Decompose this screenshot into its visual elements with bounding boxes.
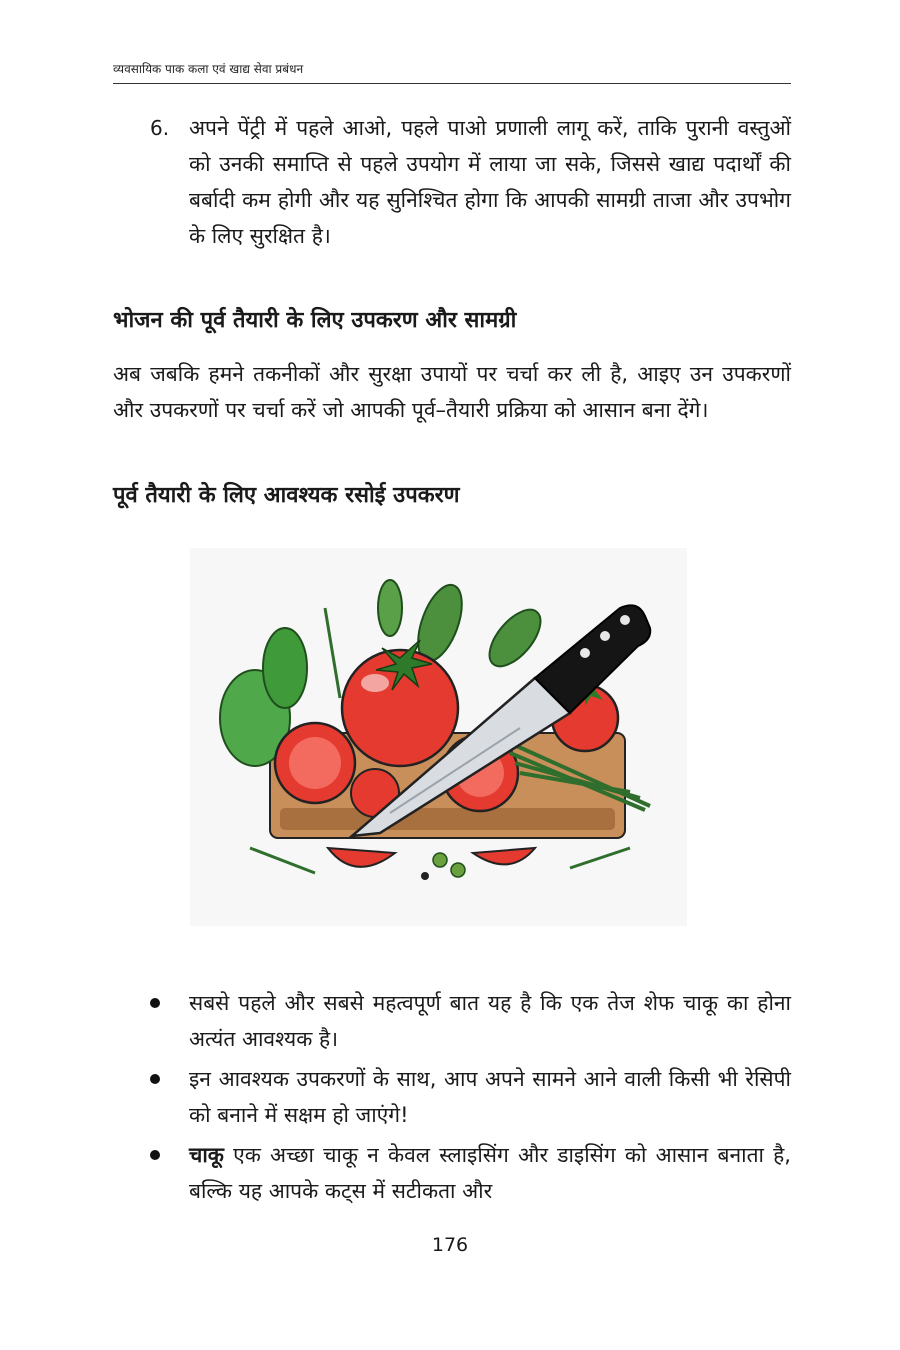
tomato-wedge: [328, 848, 395, 867]
section-heading-kitchen-tools: पूर्व तैयारी के लिए आवश्यक रसोई उपकरण: [113, 483, 460, 508]
item-text: अपने पेंट्री में पहले आओ, पहले पाओ प्रणाली लागू करें, ताकि पुरानी वस्तुओं को उनकी समाप्ति से पहले उपयोग में लाया जा सके, जिससे खाद्य पदार्थों की बर्बादी कम होगी और यह सुनिश्चित होगा कि आपकी सामग्री ताजा और उपभोग के लिए सुरक्षित है।: [189, 116, 791, 248]
tools-bullet-list: [113, 985, 791, 1213]
bullet-dot: [150, 1150, 160, 1160]
running-header: व्यवसायिक पाक कला एवं खाद्य सेवा प्रबंधन: [113, 62, 304, 76]
bullet-text: [189, 985, 791, 1057]
bullet-text: [189, 1137, 791, 1209]
rosemary-sprig: [325, 608, 340, 698]
basil-leaf: [378, 580, 402, 636]
pea: [433, 853, 447, 867]
tomato-highlight: [361, 674, 389, 692]
list-item: [113, 1061, 791, 1133]
numbered-item-6: [113, 110, 791, 254]
herb-sprig: [570, 848, 630, 868]
knife-and-vegetables-illustration: [190, 548, 687, 926]
bullet-text: [189, 1061, 791, 1133]
pea: [451, 863, 465, 877]
bullet-body: इन आवश्यक उपकरणों के साथ, आप अपने सामने आने वाली किसी भी रेसिपी को बनाने में सक्षम हो जाएंगे!: [189, 1067, 791, 1127]
item-number: 6.: [150, 116, 170, 140]
section-heading-tools-and-ingredients: भोजन की पूर्व तैयारी के लिए उपकरण और सामग्री: [113, 308, 517, 333]
parsley-leaf: [263, 628, 307, 708]
peppercorn: [421, 872, 429, 880]
bullet-dot: [150, 998, 160, 1008]
knife-rivet: [600, 631, 610, 641]
bullet-body: एक अच्छा चाकू न केवल स्लाइसिंग और डाइसिंग को आसान बनाता है, बल्कि यह आपके कट्स में सटीकता और: [189, 1143, 791, 1203]
tomato-slice-inner: [289, 737, 341, 789]
bullet-body: सबसे पहले और सबसे महत्वपूर्ण बात यह है कि एक तेज शेफ चाकू का होना अत्यंत आवश्यक है।: [189, 991, 791, 1051]
tomato-wedge: [473, 848, 535, 864]
bullet-bold-term: चाकू: [189, 1143, 224, 1167]
cutting-board-edge: [280, 808, 615, 830]
bullet-dot: [150, 1074, 160, 1084]
herb-sprig: [250, 848, 315, 873]
list-item: [113, 985, 791, 1057]
knife-rivet: [620, 615, 630, 625]
header-rule: [113, 83, 791, 84]
knife-rivet: [580, 648, 590, 658]
basil-leaf: [480, 601, 550, 675]
list-item: [113, 1137, 791, 1209]
page-number: 176: [431, 1234, 469, 1256]
illustration-svg: [190, 548, 687, 926]
intro-paragraph: अब जबकि हमने तकनीकों और सुरक्षा उपायों पर चर्चा कर ली है, आइए उन उपकरणों और उपकरणों पर चर्चा करें जो आपकी पूर्व–तैयारी प्रक्रिया को आसान बना देंगे।: [113, 362, 791, 422]
